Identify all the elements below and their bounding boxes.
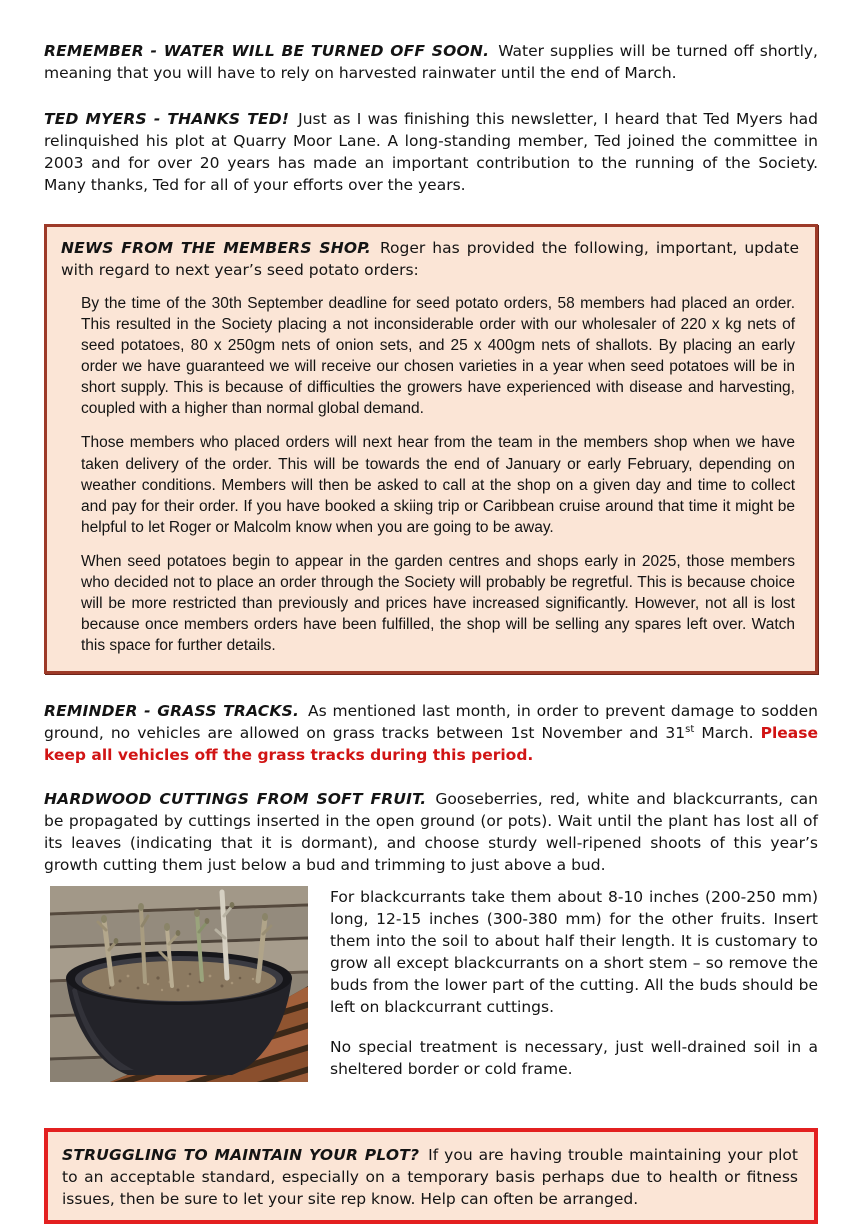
reminder-body: As mentioned last month, in order to prevent damage to sodden ground, no vehicles are allowed on grass tracks between 1st November and 31 xyxy=(44,702,818,743)
news-box-intro-text: Roger has provided the following, important, update with regard to next year’s seed potato orders: xyxy=(61,239,799,279)
struggling-box-heading: STRUGGLING TO MAINTAIN YOUR PLOT? xyxy=(62,1146,420,1165)
remember-body: Water supplies will be turned off shortly, meaning that you will have to rely on harvested rainwater until the end of March. xyxy=(44,42,818,82)
paragraph-remember xyxy=(44,40,818,84)
news-box-intro xyxy=(61,237,799,281)
hardwood-side-paragraph-1: For blackcurrants take them about 8-10 inches (200-250 mm) long, 12-15 inches (300-380 mm) for the other fruits. Insert them into the soil to about half their length. It is customary to grow all except blackcurrants on a short stem – so remove the buds from the lower part of the cutting. All the buds should be left on blackcurrant cuttings. xyxy=(330,888,818,1017)
cuttings-photo-illustration xyxy=(50,886,308,1082)
news-box xyxy=(44,224,818,674)
news-box-heading: NEWS FROM THE MEMBERS SHOP. xyxy=(61,239,371,257)
hardwood-side-text xyxy=(330,886,818,1098)
ted-myers-heading: TED MYERS - THANKS TED! xyxy=(44,110,290,128)
hardwood-body: Gooseberries, red, white and blackcurrants, can be propagated by cuttings inserted in the open ground (or pots). Wait until the plant has lost all of its leaves (indicating that it is dormant), and choose sturdy well-ripened shoots of this year’s growth cutting them just below a bud and trimming to just above a bud. xyxy=(44,790,819,875)
paragraph-hardwood xyxy=(44,788,818,876)
reminder-heading: REMINDER - GRASS TRACKS. xyxy=(44,702,300,721)
paragraph-reminder xyxy=(44,700,818,766)
hardwood-side-paragraph-2: No special treatment is necessary, just well-drained soil in a sheltered border or cold frame. xyxy=(330,1038,818,1079)
news-box-paragraph-1: By the time of the 30th September deadline for seed potato orders, 58 members had placed an order. This resulted in the Society placing a not inconsiderable order with our wholesaler of 220 x kg nets of seed potatoes, 80 x 250gm nets of onion sets, and 25 x 400gm nets of shallots. By placing an early order we have guaranteed we will receive our chosen varieties in a year when seed potatoes will be in short supply. This is because of difficulties the growers have experienced with disease and harvesting, coupled with a higher than normal global demand. xyxy=(81,295,795,418)
cuttings-photo xyxy=(50,886,308,1082)
news-box-paragraph-2: Those members who placed orders will next hear from the team in the members shop when we have taken delivery of the order. This will be towards the end of January or early February, depending on weather conditions. Members will then be asked to call at the shop on a given day and time to collect and pay for their order. If you have booked a skiing trip or Caribbean cruise around that time it might be helpful to let Roger or Malcolm know when you are going to be away. xyxy=(81,434,795,536)
reminder-body-end: March. xyxy=(694,724,754,743)
struggling-box-body: If you are having trouble maintaining your plot to an acceptable standard, especially on a temporary basis perhaps due to health or fitness issues, then be sure to let your site rep know. Help can often be arranged. xyxy=(62,1146,798,1209)
ted-myers-body: Just as I was finishing this newsletter, I heard that Ted Myers had relinquished his plot at Quarry Moor Lane. A long-standing member, Ted joined the committee in 2003 and for over 20 years has made an important contribution to the running of the Society. Many thanks, Ted for all of your efforts over the years. xyxy=(44,110,818,194)
reminder-superscript: st xyxy=(685,724,695,736)
struggling-box xyxy=(44,1128,818,1224)
paragraph-ted-myers xyxy=(44,108,818,196)
remember-heading: REMEMBER - WATER WILL BE TURNED OFF SOON. xyxy=(44,42,490,60)
reminder-warning-text: Please keep all vehicles off the grass tracks during this period. xyxy=(44,724,818,765)
news-box-paragraph-3: When seed potatoes begin to appear in the garden centres and shops early in 2025, those members who decided not to place an order through the Society will probably be regretful. This is because choice will be more restricted than previously and prices have increased significantly. However, not all is lost because once members orders have been fulfilled, the shop will be selling any spares left over. Watch this space for further details. xyxy=(81,552,795,655)
photo-and-text-row xyxy=(50,886,818,1098)
struggling-box-paragraph xyxy=(62,1144,798,1210)
hardwood-heading: HARDWOOD CUTTINGS FROM SOFT FRUIT. xyxy=(44,790,427,809)
